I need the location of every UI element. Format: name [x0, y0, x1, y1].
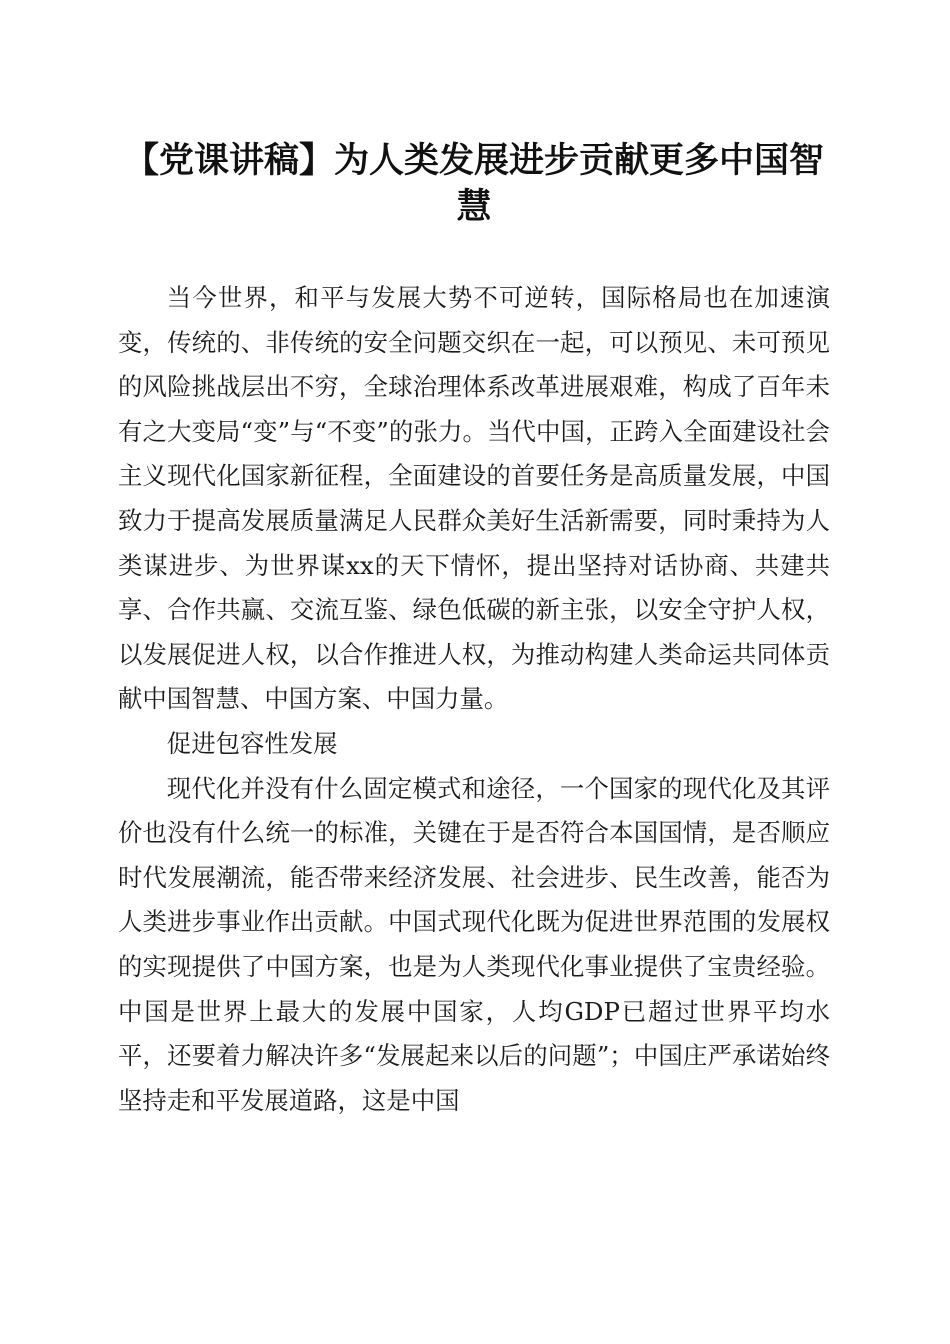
intro-paragraph: 当今世界，和平与发展大势不可逆转，国际格局也在加速演变，传统的、非传统的安全问题交织在一起，可以预见、未可预见的风险挑战层出不穷，全球治理体系改革进展艰难，构成了百年未有之大变局“变”与“不变”的张力。当代中国，正跨入全面建设社会主义现代化国家新征程，全面建设的首要任务是高质量发展，中国致力于提高发展质量满足人民群众美好生活新需要，同时秉持为人类谋进步、为世界谋xx的天下情怀，提出坚持对话协商、共建共享、合作共赢、交流互鉴、绿色低碳的新主张，以安全守护人权，以发展促进人权，以合作推进人权，为推动构建人类命运共同体贡献中国智慧、中国方案、中国力量。 [118, 283, 830, 714]
section-heading: 促进包容性发展 [166, 728, 338, 758]
document-body [118, 276, 830, 1123]
section-paragraph: 现代化并没有什么固定模式和途径，一个国家的现代化及其评价也没有什么统一的标准，关键在于是否符合本国国情，是否顺应时代发展潮流，能否带来经济发展、社会进步、民生改善，能否为人类进步事业作出贡献。中国式现代化既为促进世界范围的发展权的实现提供了中国方案，也是为人类现代化事业提供了宝贵经验。中国是世界上最大的发展中国家，人均GDP已超过世界平均水平，还要着力解决许多“发展起来以后的问题”；中国庄严承诺始终坚持走和平发展道路，这是中国 [118, 773, 830, 1115]
document-title: 【党课讲稿】为人类发展进步贡献更多中国智慧 [123, 140, 824, 227]
